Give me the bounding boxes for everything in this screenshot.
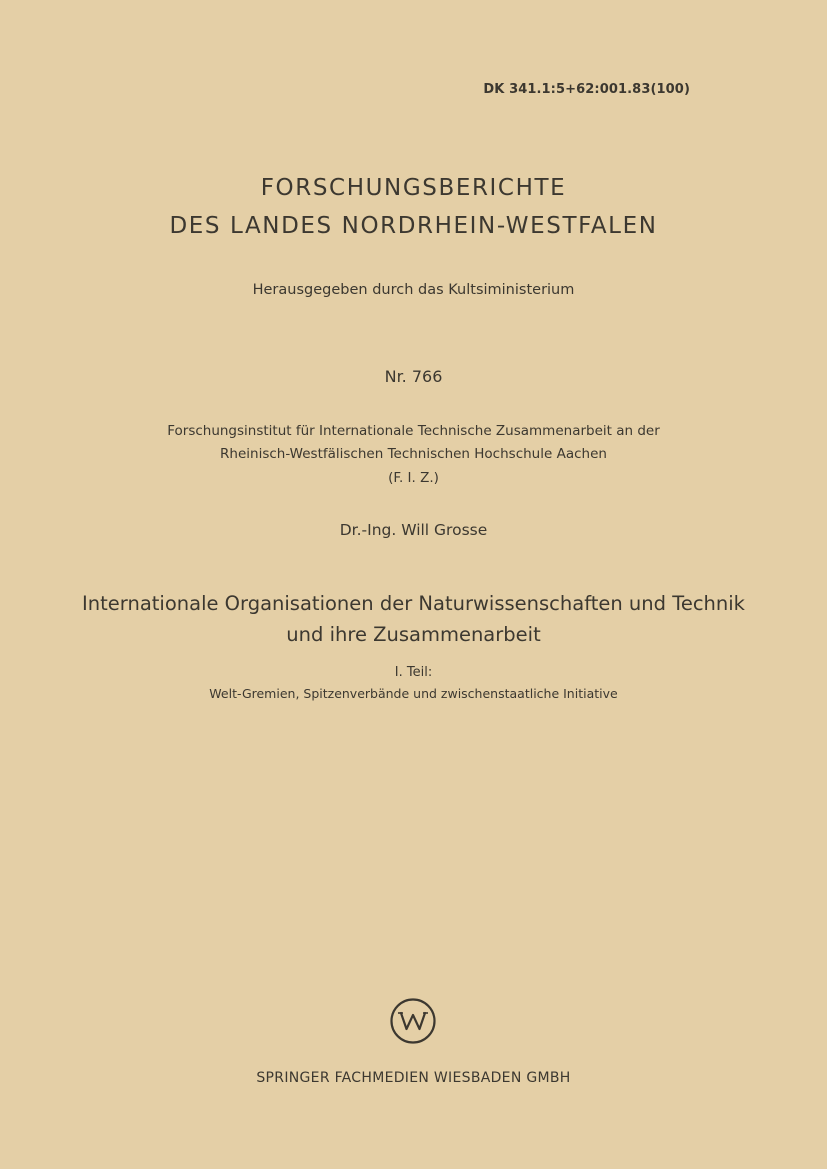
publisher-imprint: SPRINGER FACHMEDIEN WIESBADEN GMBH: [256, 1070, 571, 1086]
book-title-line-2: und ihre Zusammenarbeit: [286, 623, 541, 646]
springer-vw-logo-icon: [389, 997, 437, 1045]
part-label: I. Teil:: [394, 665, 433, 680]
book-title-line-1: Internationale Organisationen der Naturwissenschaften und Technik: [82, 592, 745, 615]
editor-note: Herausgegeben durch das Kultsiministerium: [252, 282, 575, 298]
institute-abbreviation: (F. I. Z.): [388, 470, 439, 486]
classification-code: DK 341.1:5+62:001.83(100): [483, 82, 690, 97]
report-number: Nr. 766: [384, 367, 443, 386]
author-name: Dr.-Ing. Will Grosse: [339, 521, 488, 539]
institute-line-2: Rheinisch-Westfälischen Technischen Hochschule Aachen: [220, 446, 607, 462]
institute-line-1: Forschungsinstitut für Internationale Technische Zusammenarbeit an der: [167, 423, 660, 439]
subtitle: Welt-Gremien, Spitzenverbände und zwischenstaatliche Initiative: [209, 686, 618, 701]
series-title-line-2: DES LANDES NORDRHEIN-WESTFALEN: [169, 213, 658, 239]
series-title-line-1: FORSCHUNGSBERICHTE: [260, 175, 567, 201]
